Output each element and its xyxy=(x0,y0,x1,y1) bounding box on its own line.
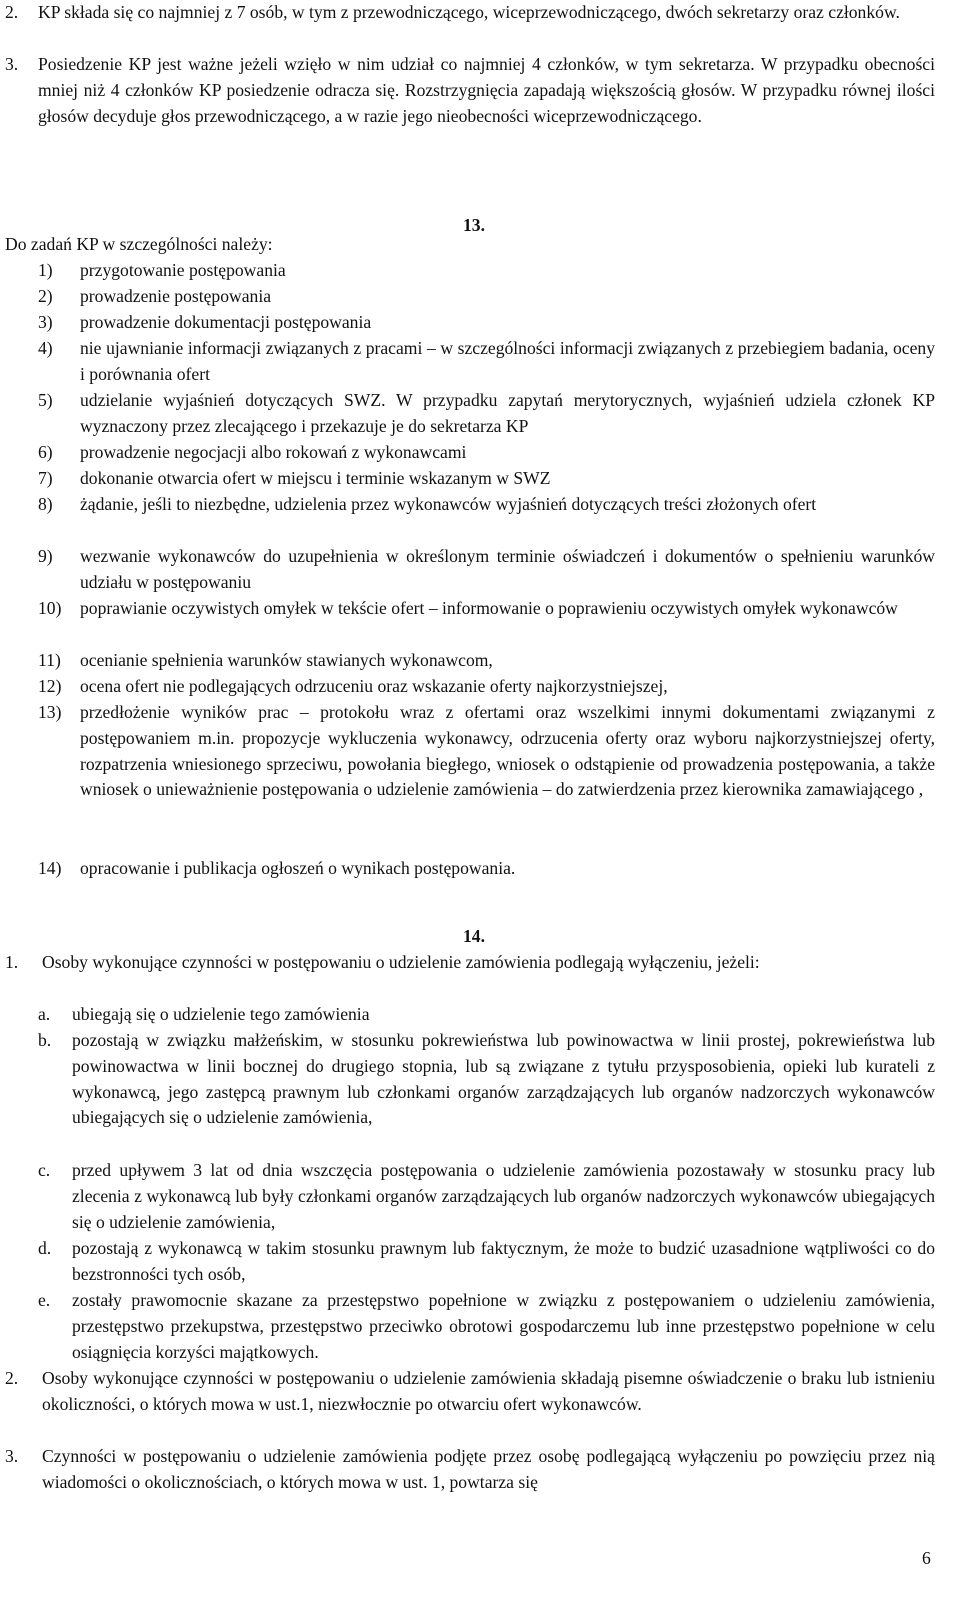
list-item: ubiegają się o udzielenie tego zamówienia xyxy=(72,1004,370,1024)
paragraph-number: 3. xyxy=(5,1446,19,1466)
list-item-number: 14) xyxy=(38,858,62,878)
list-item-letter: a. xyxy=(38,1004,51,1024)
list-item: nie ujawnianie informacji związanych z pracami – w szczególności informacji związanych z przebiegiem badania, oceny i porównania ofert xyxy=(80,338,935,384)
list-item: ocenianie spełnienia warunków stawianych wykonawcom, xyxy=(80,650,493,670)
list-item-number: 10) xyxy=(38,598,62,618)
list-item: dokonanie otwarcia ofert w miejscu i terminie wskazanym w SWZ xyxy=(80,468,551,488)
list-item-number: 13) xyxy=(38,702,62,722)
list-item: opracowanie i publikacja ogłoszeń o wynikach postępowania. xyxy=(80,858,516,878)
list-item-number: 3) xyxy=(38,312,53,332)
list-item-number: 4) xyxy=(38,338,53,358)
list-item-number: 5) xyxy=(38,390,53,410)
paragraph-text: KP składa się co najmniej z 7 osób, w tym z przewodniczącego, wiceprzewodniczącego, dwóch sekretarzy oraz członków. xyxy=(38,2,900,22)
paragraph-text: Posiedzenie KP jest ważne jeżeli wzięło w nim udział co najmniej 4 członków, w tym sekretarza. W przypadku obecności mniej niż 4 członków KP posiedzenie odracza się. Rozstrzygnięcia zapadają większością głosów. W przypadku równej ilości głosów decyduje głos przewodniczącego, a w razie jego nieobecności wiceprzewodniczącego. xyxy=(38,54,935,126)
list-item: pozostają w związku małżeńskim, w stosunku pokrewieństwa lub powinowactwa w linii prostej, pokrewieństwa lub powinowactwa w linii bocznej do drugiego stopnia, lub są związane z tytułu przysposobienia, opieki lub kurateli z wykonawcą, jego zastępcą prawnym lub członkami organów zarządzających lub organów nadzorczych wykonawców ubiegających się o udzielenie zamówienia, xyxy=(72,1030,935,1128)
list-item: udzielanie wyjaśnień dotyczących SWZ. W przypadku zapytań merytorycznych, wyjaśnień udziela członek KP wyznaczony przez zlecającego i przekazuje je do sekretarza KP xyxy=(80,390,935,436)
list-item-letter: c. xyxy=(38,1160,51,1180)
list-item: zostały prawomocnie skazane za przestępstwo popełnione w związku z postępowaniem o udzieleniu zamówienia, przestępstwo przekupstwa, przestępstwo przeciwko obrotowi gospodarczemu lub inne przestępstwo popełnione w celu osiągnięcia korzyści majątkowych. xyxy=(72,1290,935,1362)
list-item: przygotowanie postępowania xyxy=(80,260,286,280)
section-intro: Do zadań KP w szczególności należy: xyxy=(5,234,273,254)
list-item: prowadzenie dokumentacji postępowania xyxy=(80,312,372,332)
list-item: przedłożenie wyników prac – protokołu wraz z ofertami oraz wszelkimi innymi dokumentami związanymi z postępowaniem m.in. propozycje wykluczenia wykonawcy, odrzucenia oferty oraz wyboru najkorzystniejszej oferty, rozpatrzenia wniesionego sprzeciwu, powołania biegłego, wniosek o odstąpienie od prowadzenia postępowania, a także wniosek o unieważnienie postępowania o udzielenie zamówienia – do zatwierdzenia przez kierownika zamawiającego , xyxy=(80,702,935,800)
list-item: wezwanie wykonawców do uzupełnienia w określonym terminie oświadczeń i dokumentów o spełnieniu warunków udziału w postępowaniu xyxy=(80,546,935,592)
paragraph-text: Osoby wykonujące czynności w postępowaniu o udzielenie zamówienia składają pisemne oświadczenie o braku lub istnieniu okoliczności, o których mowa w ust.1, niezwłocznie po otwarciu ofert wykonawców. xyxy=(42,1368,935,1414)
list-item-letter: e. xyxy=(38,1290,51,1310)
list-item-number: 8) xyxy=(38,494,53,514)
paragraph-number: 1. xyxy=(5,952,19,972)
paragraph-number: 2. xyxy=(5,1368,19,1388)
list-item-number: 9) xyxy=(38,546,53,566)
paragraph-number: 2. xyxy=(5,2,19,22)
list-item-letter: b. xyxy=(38,1030,52,1050)
list-item: przed upływem 3 lat od dnia wszczęcia postępowania o udzielenie zamówienia pozostawały w stosunku pracy lub zlecenia z wykonawcą lub były członkami organów zarządzających lub organów nadzorczych wykonawców ubiegających się o udzielenie zamówienia, xyxy=(72,1160,935,1232)
section-heading: 14. xyxy=(463,926,485,946)
list-item: żądanie, jeśli to niezbędne, udzielenia przez wykonawców wyjaśnień dotyczących treści złożonych ofert xyxy=(80,494,817,514)
list-item-number: 2) xyxy=(38,286,53,306)
list-item-number: 12) xyxy=(38,676,62,696)
paragraph-number: 3. xyxy=(5,54,19,74)
list-item: poprawianie oczywistych omyłek w tekście ofert – informowanie o poprawieniu oczywistych omyłek wykonawców xyxy=(80,598,898,618)
paragraph-text: Osoby wykonujące czynności w postępowaniu o udzielenie zamówienia podlegają wyłączeniu, jeżeli: xyxy=(42,952,760,972)
section-heading: 13. xyxy=(463,215,485,235)
list-item-number: 1) xyxy=(38,260,53,280)
list-item: ocena ofert nie podlegających odrzuceniu oraz wskazanie oferty najkorzystniejszej, xyxy=(80,676,668,696)
list-item: prowadzenie negocjacji albo rokowań z wykonawcami xyxy=(80,442,467,462)
list-item-number: 11) xyxy=(38,650,61,670)
list-item-letter: d. xyxy=(38,1238,52,1258)
list-item: pozostają z wykonawcą w takim stosunku prawnym lub faktycznym, że może to budzić uzasadnione wątpliwości co do bezstronności tych osób, xyxy=(72,1238,935,1284)
list-item-number: 7) xyxy=(38,468,53,488)
list-item: prowadzenie postępowania xyxy=(80,286,272,306)
paragraph-text: Czynności w postępowaniu o udzielenie zamówienia podjęte przez osobę podlegającą wyłączeniu po powzięciu przez nią wiadomości o okolicznościach, o których mowa w ust. 1, powtarza się xyxy=(42,1446,935,1492)
page-number: 6 xyxy=(922,1548,931,1568)
list-item-number: 6) xyxy=(38,442,53,462)
